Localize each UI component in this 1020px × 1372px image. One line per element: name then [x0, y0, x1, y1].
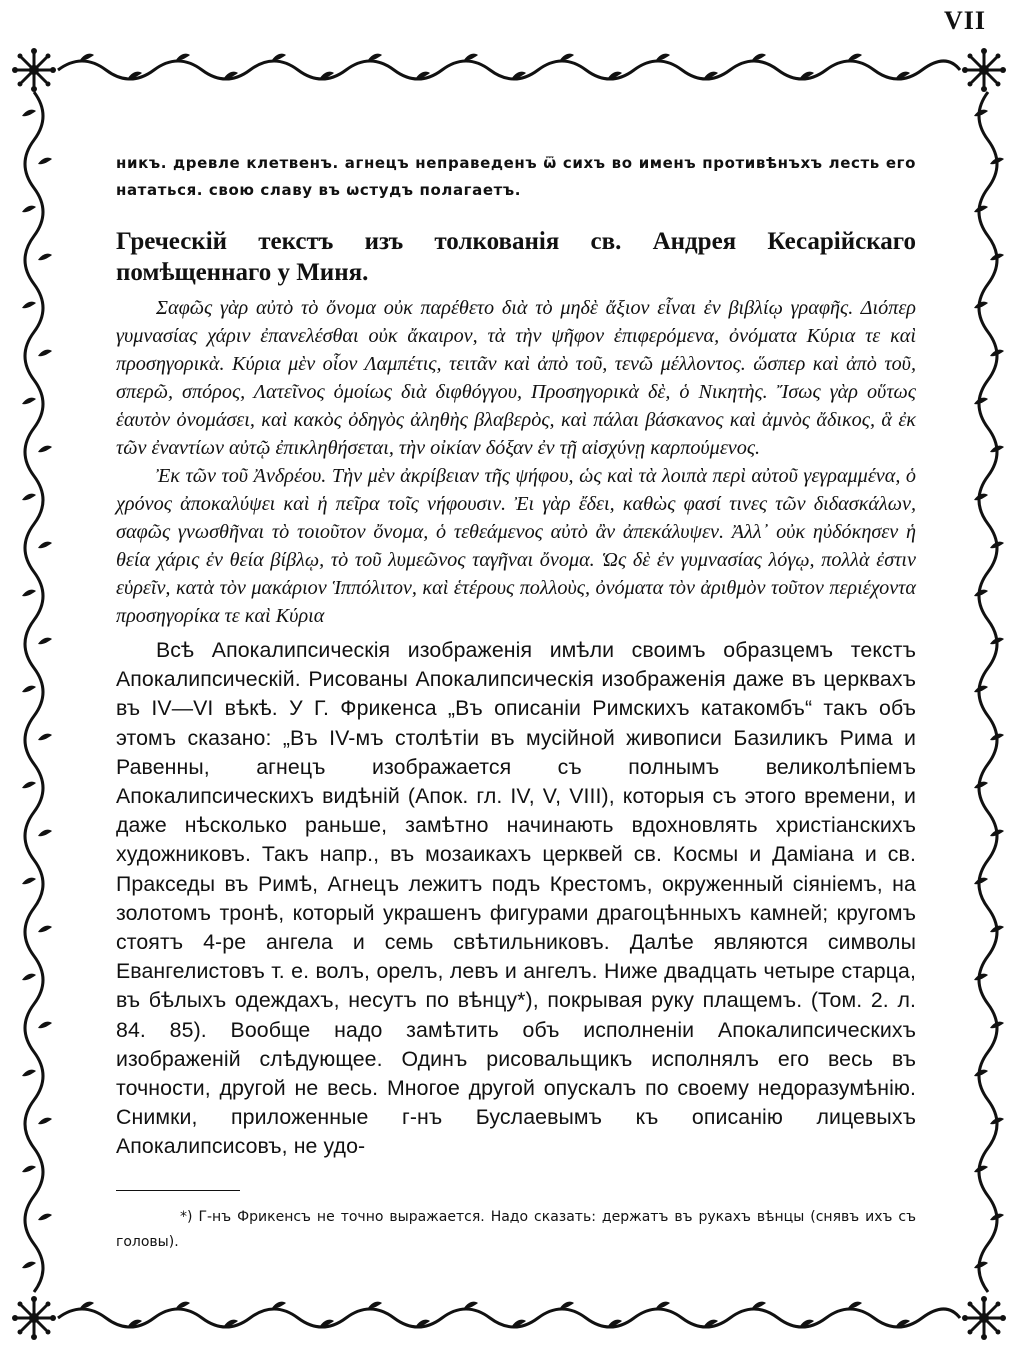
russian-paragraph: Всѣ Апокалипсическія изображенія имѣли своимъ образцемъ текстъ Апокалипсическій. Рисованы Апокалипсическія изображенія даже въ церквахъ въ IV—VI вѣкѣ. У Г. Фрикенса „Въ описаніи Римскихъ катакомбъ“ такъ объ этомъ сказано: „Въ IV-мъ столѣтіи въ мусійной живописи Базиликъ Рима и Равенны, агнецъ изображается съ полнымъ великолѣпіемъ Апокалипсическихъ видѣній (Апок. гл. IV, V, VIII), которыя съ этого времени, и даже нѣсколько раньше, замѣтно начинають вдохновлять христіанскихъ художниковъ. Такъ напр., въ мозаикахъ церквей св. Космы и Даміана и св. Пракседы въ Римѣ, Агнецъ лежитъ подъ Крестомъ, окруженный сіяніемъ, на золотомъ тронѣ, который украшенъ фигурами драгоцѣнныхъ камней; кругомъ стоятъ 4-ре ангела и семь свѣтильниковъ. Далѣе являются символы Евангелистовъ т. е. волъ, орелъ, левъ и ангелъ. Ниже двадцать четыре старца, въ бѣлыхъ одеждахъ, несутъ по вѣнцу*), покрывая руку плащемъ. (Том. 2. л. 84. 85). Вообще надо замѣтить объ исполненіи Апокалипсическихъ изображеній слѣдующее. Одинъ рисовальщикъ исполнялъ его весь въ точности, другой не весь. Многое другой опускалъ по своему недоразумѣнію. Снимки, приложенные г-нъ Буслаевымъ къ описанію лицевыхъ Апокалипсисовъ, не удо- [116, 638, 916, 1159]
footnote-rule [116, 1190, 240, 1191]
corner-ornament-bottom-right [962, 1296, 1006, 1340]
greek-paragraph-1: Σαφῶς γὰρ αὐτὸ τὸ ὄνομα οὐκ παρέθετο διὰ τὸ μηδὲ ἄξιον εἶναι ἐν βιβλίῳ γραφῆς. Διόπερ γυμνασίας χάριν ἐπανελέσθαι οὐκ ἄκαιρον, τὰ τὴν ψῆφον ἐπιφερόμενα, ὀνόματα Κύρια τε καὶ προσηγορικὰ. Κύρια μὲν οἷον Λαμπέτις, τειτᾶν καὶ ἀπὸ τοῦ, τενῶ μέλλοντος. ὥσπερ καὶ ἀπὸ τοῦ, σπερῶ, σπόρος, Λατεῖνος ὁμοίως διὰ διφθόγγου, Προσηγορικὰ δὲ, ὁ Νικητὴς. Ἴσως γὰρ οὕτως ἑαυτὸν ὀνομάσει, καὶ κακὸς ὀδηγὸς ἀληθὴς βλαβερὸς, καὶ πάλαι βάσκανος καὶ ἀμνὸς ἄδικος, ἃ ἐκ τῶν ἐναντίων αὐτῷ ἐπικληθήσεται, τὴν οἰκίαν δόξαν ἐν τῇ αἰσχύνῃ καρπούμενος. [116, 297, 916, 459]
left-vine [25, 92, 43, 1292]
greek-paragraph-2: Ἐκ τῶν τοῦ Ἀνδρέου. Τὴν μὲν ἀκρίβειαν τῆς ψήφου, ὡς καὶ τὰ λοιπὰ περὶ αὐτοῦ γεγραμμένα, ὁ χρόνος ἀποκαλύψει καὶ ἡ πεῖρα τοῖς νήφουσιν. Ἐι γὰρ ἔδει, καθὼς φασί τινες τῶν διδασκάλων, σαφῶς γνωσθῆναι τὸ τοιοῦτον ὄνομα, ὁ τεθεάμενος αὐτὸ ἂν ἀπεκάλυψεν. Ἀλλ᾽ οὐκ ηὐδόκησεν ἡ θεία χάρις ἐν θεία βίβλῳ, τὸ τοῦ λυμεῶνος ταγῆναι ὄνομα. Ὡς δὲ ἐν γυμνασίας λόγῳ, πολλὰ ἐστιν εὑρεῖν, κατὰ τὸν μακάριον Ἱππόλιτον, καὶ ἑτέρους πολλοὺς, ὀνόματα τὸν ἀριθμὸν τοῦτον περιέχοντα προσηγορίκα τε καὶ Κύρια [116, 465, 916, 627]
section-heading: Греческій текстъ изъ толкованія св. Андрея Кесарійскаго помѣщеннаго у Миня. [116, 228, 916, 286]
right-vine [979, 92, 997, 1292]
corner-ornament-top-left [12, 48, 56, 92]
footnote: *) Г-нъ Фрикенсъ не точно выражается. Надо сказать: держатъ въ рукахъ вѣнцы (снявъ ихъ съ головы). [116, 1209, 916, 1250]
main-text-column [116, 150, 916, 1162]
page-number: VII [943, 6, 986, 35]
slavonic-fragment: никъ. древле клетвенъ. агнецъ неправеденъ ѿ сихъ во именъ противѣнъхъ лесть его нататься. свою славу въ ѡстудъ полагаетъ. [116, 154, 916, 199]
bottom-vine [58, 1309, 960, 1327]
top-vine [58, 61, 960, 79]
corner-ornament-bottom-left [12, 1296, 56, 1340]
corner-ornament-top-right [962, 48, 1006, 92]
